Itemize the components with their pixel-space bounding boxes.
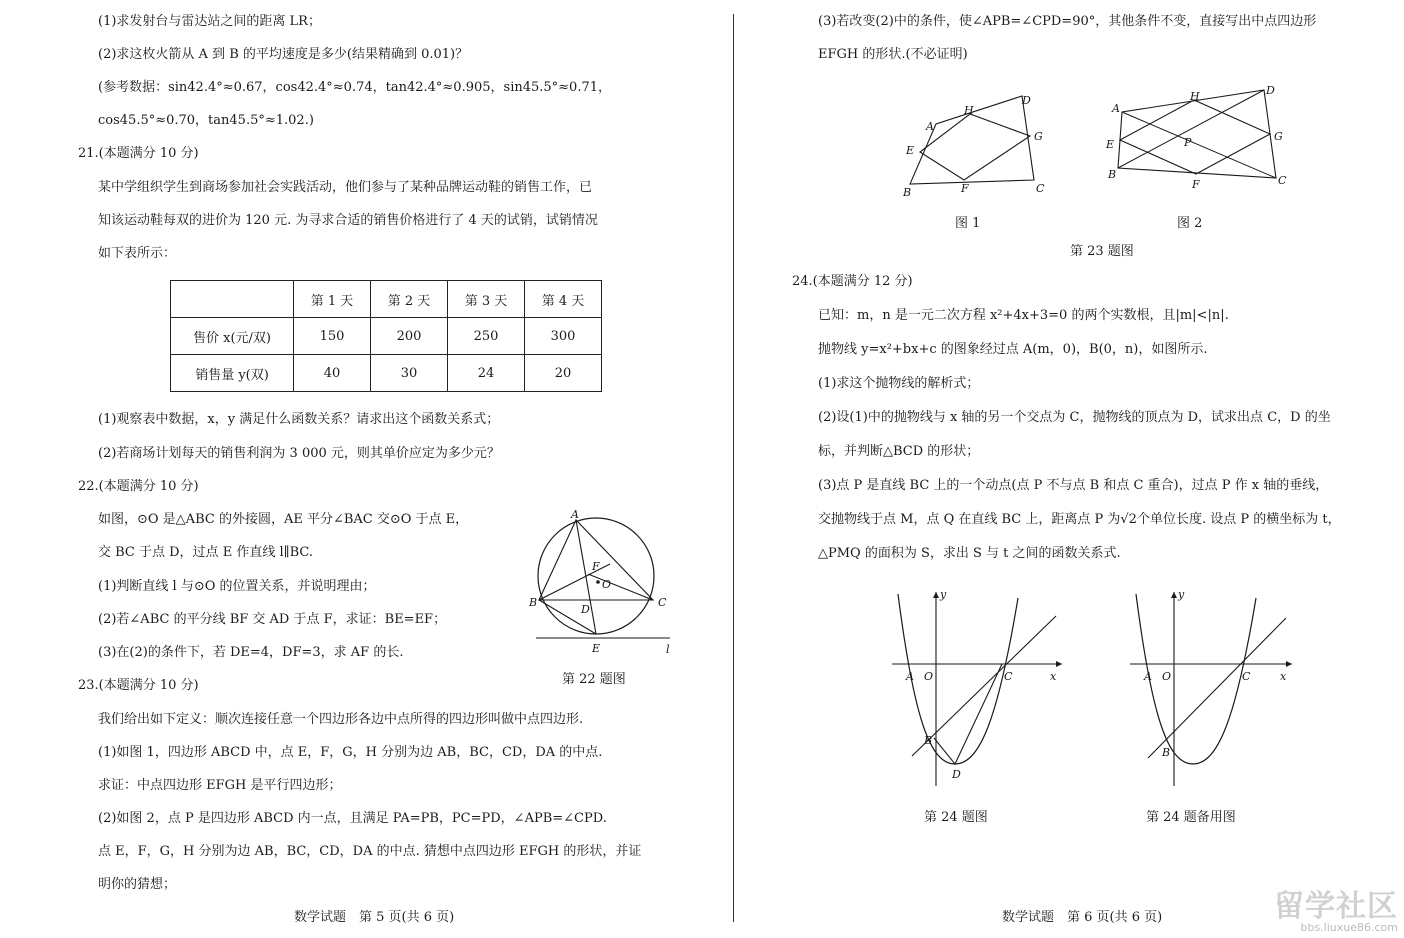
table-header-cell: 第 1 天 xyxy=(294,281,371,318)
q21-text-line3: 如下表所示： xyxy=(98,246,177,261)
svg-text:H: H xyxy=(964,104,974,117)
q22-text-line2: 交 BC 于点 D，过点 E 作直线 l∥BC. xyxy=(98,545,314,560)
q24-part3-line3: △PMQ 的面积为 S，求出 S 与 t 之间的函数关系式. xyxy=(818,546,1121,561)
q20-part2: (2)求这枚火箭从 A 到 B 的平均速度是多少(结果精确到 0.01)？ xyxy=(98,47,469,62)
table-cell: 30 xyxy=(371,355,448,392)
segment-pa-pc xyxy=(1122,112,1276,178)
q21-part2: (2)若商场计划每天的销售利润为 3 000 元，则其单价应定为多少元？ xyxy=(98,446,500,461)
q24-spare-figure xyxy=(1128,588,1298,788)
table-header-cell: 第 4 天 xyxy=(525,281,602,318)
q22-heading: 22.(本题满分 10 分) xyxy=(78,479,199,494)
watermark-brand: 留学社区 xyxy=(1274,889,1398,924)
table-cell: 销售量 y(双) xyxy=(171,355,294,392)
svg-text:C: C xyxy=(1036,182,1045,195)
q23-part3-line1: (3)若改变(2)中的条件，使∠APB=∠CPD=90°，其他条件不变，直接写出中点四边形 xyxy=(818,14,1317,29)
svg-text:A: A xyxy=(906,670,914,683)
quadrilateral-efgh xyxy=(1120,100,1270,174)
table-header-cell: 第 3 天 xyxy=(448,281,525,318)
q20-reference-line1: (参考数据：sin42.4°≈0.67，cos42.4°≈0.74，tan42.4°≈0.905，sin45.5°≈0.71， xyxy=(98,80,612,95)
q22-circle-figure xyxy=(526,510,676,660)
q24-part2-line2: 标，并判断△BCD 的形状； xyxy=(818,444,980,459)
q24-part3-line1: (3)点 P 是直线 BC 上的一个动点(点 P 不与点 B 和点 C 重合)，过点 P 作 x 轴的垂线， xyxy=(818,478,1329,493)
q22-text-line1: 如图，⊙O 是△ABC 的外接圆，AE 平分∠BAC 交⊙O 于点 E， xyxy=(98,512,469,527)
y-axis-arrow xyxy=(933,592,939,598)
table-cell: 250 xyxy=(448,318,525,355)
svg-text:D: D xyxy=(581,603,590,616)
svg-text:G: G xyxy=(1034,130,1043,143)
q24-parabola-figure xyxy=(890,588,1070,788)
circle-o xyxy=(538,518,654,634)
svg-text:x: x xyxy=(1280,670,1287,683)
q23-part1-line1: (1)如图 1，四边形 ABCD 中，点 E，F，G，H 分别为边 AB，BC，CD，DA 的中点. xyxy=(98,745,603,760)
q20-part1: (1)求发射台与雷达站之间的距离 LR； xyxy=(98,14,321,29)
q23-heading: 23.(本题满分 10 分) xyxy=(78,678,199,693)
table-cell: 40 xyxy=(294,355,371,392)
svg-text:P: P xyxy=(1184,136,1192,149)
segment-fc xyxy=(588,574,653,600)
q21-text-line1: 某中学组织学生到商场参加社会实践活动，他们参与了某种品牌运动鞋的销售工作，已 xyxy=(98,180,593,195)
svg-text:C: C xyxy=(1242,670,1251,683)
q23-figure-caption: 第 23 题图 xyxy=(1070,244,1134,259)
q24-given-line2: 抛物线 y=x²+bx+c 的图象经过点 A(m，0)，B(0，n)，如图所示. xyxy=(818,342,1208,357)
right-page-footer: 数学试题 第 6 页(共 6 页) xyxy=(1002,910,1163,925)
table-header-row xyxy=(171,281,602,318)
svg-text:D: D xyxy=(1266,84,1275,97)
q24-part2-line1: (2)设(1)中的抛物线与 x 轴的另一个交点为 C，抛物线的顶点为 D，试求出点 C，D 的坐 xyxy=(818,410,1331,425)
svg-text:O: O xyxy=(1162,670,1172,683)
svg-text:A: A xyxy=(926,120,934,133)
svg-text:y: y xyxy=(1178,588,1185,601)
q24-spare-figure-caption: 第 24 题备用图 xyxy=(1146,810,1236,825)
q24-heading: 24.(本题满分 12 分) xyxy=(792,274,913,289)
q20-reference-line2: cos45.5°≈0.70，tan45.5°≈1.02.) xyxy=(98,113,314,128)
table-row xyxy=(171,318,602,355)
q24-part3-line2: 交抛物线于点 M，点 Q 在直线 BC 上，距离点 P 为√2个单位长度. 设点 P 的横坐标为 t， xyxy=(818,512,1341,527)
q23-part2-line3: 明你的猜想； xyxy=(98,877,177,892)
svg-text:E: E xyxy=(906,144,915,157)
svg-text:G: G xyxy=(1274,130,1283,143)
q23-part2-line2: 点 E，F，G，H 分别为边 AB，BC，CD，DA 的中点. 猜想中点四边形 EFGH 的形状，并证 xyxy=(98,844,642,859)
parabola-curve xyxy=(898,594,1018,764)
table-cell: 150 xyxy=(294,318,371,355)
q21-heading: 21.(本题满分 10 分) xyxy=(78,146,199,161)
table-cell: 20 xyxy=(525,355,602,392)
svg-text:B: B xyxy=(1108,168,1117,181)
svg-text:A: A xyxy=(571,510,579,521)
figure-1-caption: 图 1 xyxy=(955,216,981,231)
q23-definition: 我们给出如下定义：顺次连接任意一个四边形各边中点所得的四边形叫做中点四边形. xyxy=(98,712,584,727)
sales-table xyxy=(170,280,602,392)
table-header-cell xyxy=(171,281,294,318)
left-page-footer: 数学试题 第 5 页(共 6 页) xyxy=(294,910,455,925)
table-cell: 售价 x(元/双) xyxy=(171,318,294,355)
figure-2-caption: 图 2 xyxy=(1177,216,1203,231)
table-header-cell: 第 2 天 xyxy=(371,281,448,318)
line-bc xyxy=(1148,618,1286,758)
q21-text-line2: 知该运动鞋每双的进价为 120 元. 为寻求合适的销售价格进行了 4 天的试销，试销情况 xyxy=(98,213,598,228)
q22-figure-caption: 第 22 题图 xyxy=(562,672,626,687)
svg-text:A: A xyxy=(1112,102,1120,115)
q24-given-line1: 已知：m，n 是一元二次方程 x²+4x+3=0 的两个实数根，且|m|<|n|. xyxy=(818,308,1229,323)
svg-text:O: O xyxy=(602,578,612,591)
x-axis-arrow xyxy=(1056,661,1062,667)
table-cell: 300 xyxy=(525,318,602,355)
q22-part1: (1)判断直线 l 与⊙O 的位置关系，并说明理由； xyxy=(98,579,376,594)
q23-figure-2 xyxy=(1104,82,1304,202)
q23-part3-line2: EFGH 的形状.(不必证明) xyxy=(818,47,968,62)
svg-text:O: O xyxy=(924,670,934,683)
parabola-curve xyxy=(1136,594,1256,764)
table-cell: 200 xyxy=(371,318,448,355)
svg-text:B: B xyxy=(924,734,933,747)
q23-figure-1 xyxy=(898,88,1058,202)
svg-text:B: B xyxy=(529,596,538,609)
q24-figure-caption: 第 24 题图 xyxy=(924,810,988,825)
q22-part2: (2)若∠ABC 的平分线 BF 交 AD 于点 F，求证：BE=EF； xyxy=(98,612,447,627)
svg-text:C: C xyxy=(658,596,667,609)
svg-text:E: E xyxy=(592,642,601,655)
svg-text:F: F xyxy=(1192,178,1200,191)
svg-text:F: F xyxy=(961,182,969,195)
page-divider xyxy=(733,14,734,922)
q24-part1: (1)求这个抛物线的解析式； xyxy=(818,376,980,391)
svg-text:C: C xyxy=(1004,670,1013,683)
svg-text:D: D xyxy=(952,768,961,781)
svg-text:C: C xyxy=(1278,174,1287,187)
center-o-dot xyxy=(596,580,600,584)
svg-text:H: H xyxy=(1190,90,1200,103)
y-axis-arrow xyxy=(1171,592,1177,598)
svg-text:A: A xyxy=(1144,670,1152,683)
svg-text:l: l xyxy=(666,643,670,656)
table-row xyxy=(171,355,602,392)
svg-text:x: x xyxy=(1050,670,1057,683)
site-watermark xyxy=(1274,881,1398,934)
svg-text:B: B xyxy=(903,186,912,199)
q22-part3: (3)在(2)的条件下，若 DE=4，DF=3，求 AF 的长. xyxy=(98,645,404,660)
svg-text:D: D xyxy=(1022,94,1031,107)
quadrilateral-abcd xyxy=(1118,90,1276,178)
q23-part1-line2: 求证：中点四边形 EFGH 是平行四边形； xyxy=(98,778,342,793)
svg-text:B: B xyxy=(1162,746,1171,759)
table-cell: 24 xyxy=(448,355,525,392)
svg-text:y: y xyxy=(940,588,947,601)
q23-part2-line1: (2)如图 2，点 P 是四边形 ABCD 内一点，且满足 PA=PB，PC=PD，∠APB=∠CPD. xyxy=(98,811,607,826)
watermark-url: bbs.liuxue86.com xyxy=(1300,921,1398,934)
x-axis-arrow xyxy=(1286,661,1292,667)
svg-text:E: E xyxy=(1106,138,1115,151)
svg-text:F: F xyxy=(592,560,600,573)
q21-part1: (1)观察表中数据，x，y 满足什么函数关系？请求出这个函数关系式； xyxy=(98,412,500,427)
